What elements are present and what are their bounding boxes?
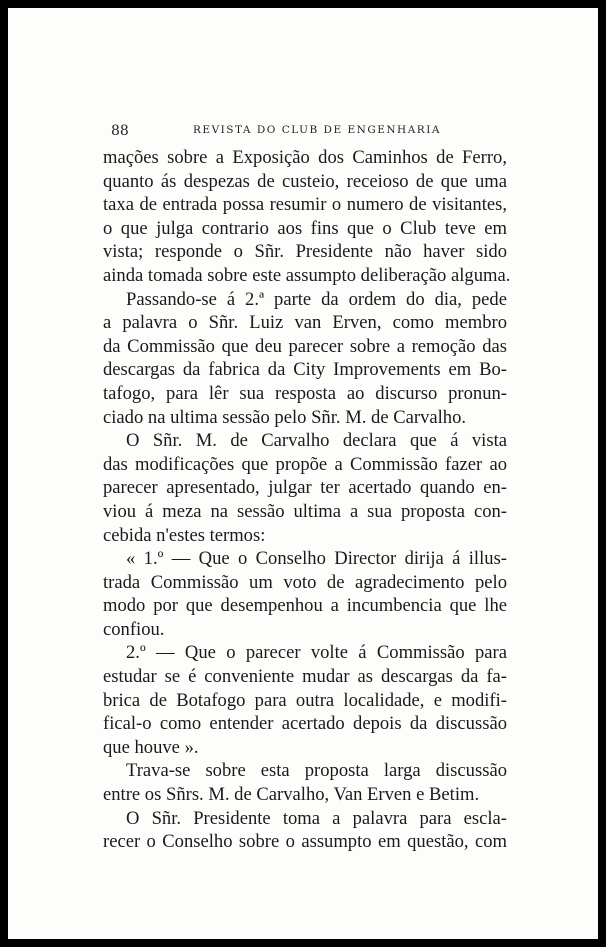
text-line: 2.º — Que o parecer volte á Commissão para — [126, 642, 507, 664]
book-page — [8, 8, 598, 939]
text-line: taxa de entrada possa resumir o numero de visitantes, — [103, 194, 507, 216]
running-title: REVISTA DO CLUB DE ENGENHARIA — [193, 124, 441, 136]
text-line: recer o Conselho sobre o assumpto em questão, com — [103, 831, 507, 853]
page-header — [111, 123, 511, 143]
page-number: 88 — [111, 123, 129, 139]
text-line: ciado na ultima sessão pelo Sñr. M. de Carvalho. — [103, 406, 467, 428]
body-text — [103, 146, 511, 854]
text-line: trada Commissão um voto de agradecimento pelo — [103, 571, 507, 593]
text-line: cebida n'estes termos: — [103, 524, 266, 546]
text-line: a palavra o Sñr. Luiz van Erven, como membro — [103, 312, 507, 334]
text-line: entre os Sñrs. M. de Carvalho, Van Erven e Betim. — [103, 784, 480, 806]
text-line: confiou. — [103, 618, 165, 640]
text-line: parecer apresentado, julgar ter acertado quando en- — [103, 477, 507, 499]
text-line: modo por que desempenhou a incumbencia que lhe — [103, 595, 507, 617]
text-line: da Commissão que deu parecer sobre a remoção das — [103, 335, 507, 357]
text-line: O Sñr. Presidente toma a palavra para escla- — [126, 807, 507, 829]
text-line: mações sobre a Exposição dos Caminhos de Ferro, — [103, 147, 507, 168]
text-line: estudar se é conveniente mudar as descargas da fa- — [103, 666, 507, 688]
text-line: vista; responde o Sñr. Presidente não haver sido — [103, 241, 507, 263]
text-line: « 1.º — Que o Conselho Director dirija á illus- — [126, 548, 507, 570]
text-line: viou á meza na sessão ultima a sua proposta con- — [103, 500, 507, 522]
text-line: descargas da fabrica da City Improvements em Bo- — [103, 359, 507, 381]
text-line: quanto ás despezas de custeio, receioso de que uma — [103, 170, 507, 192]
text-line: Trava-se sobre esta proposta larga discussão — [126, 760, 507, 782]
text-line: das modificações que propõe a Commissão fazer ao — [103, 453, 507, 475]
text-line: o que julga contrario aos fins que o Club teve em — [103, 217, 507, 239]
text-line: que houve ». — [103, 736, 199, 758]
text-line: ainda tomada sobre este assumpto deliberação alguma. — [103, 264, 511, 286]
text-line: tafogo, para lêr sua resposta ao discurso pronun- — [103, 382, 507, 404]
text-line: O Sñr. M. de Carvalho declara que á vista — [126, 430, 507, 452]
text-line: Passando-se á 2.ª parte da ordem do dia, pede — [126, 288, 507, 310]
text-line: fical-o como entender acertado depois da discussão — [103, 713, 507, 735]
text-line: brica de Botafogo para outra localidade, e modifi- — [103, 689, 507, 711]
